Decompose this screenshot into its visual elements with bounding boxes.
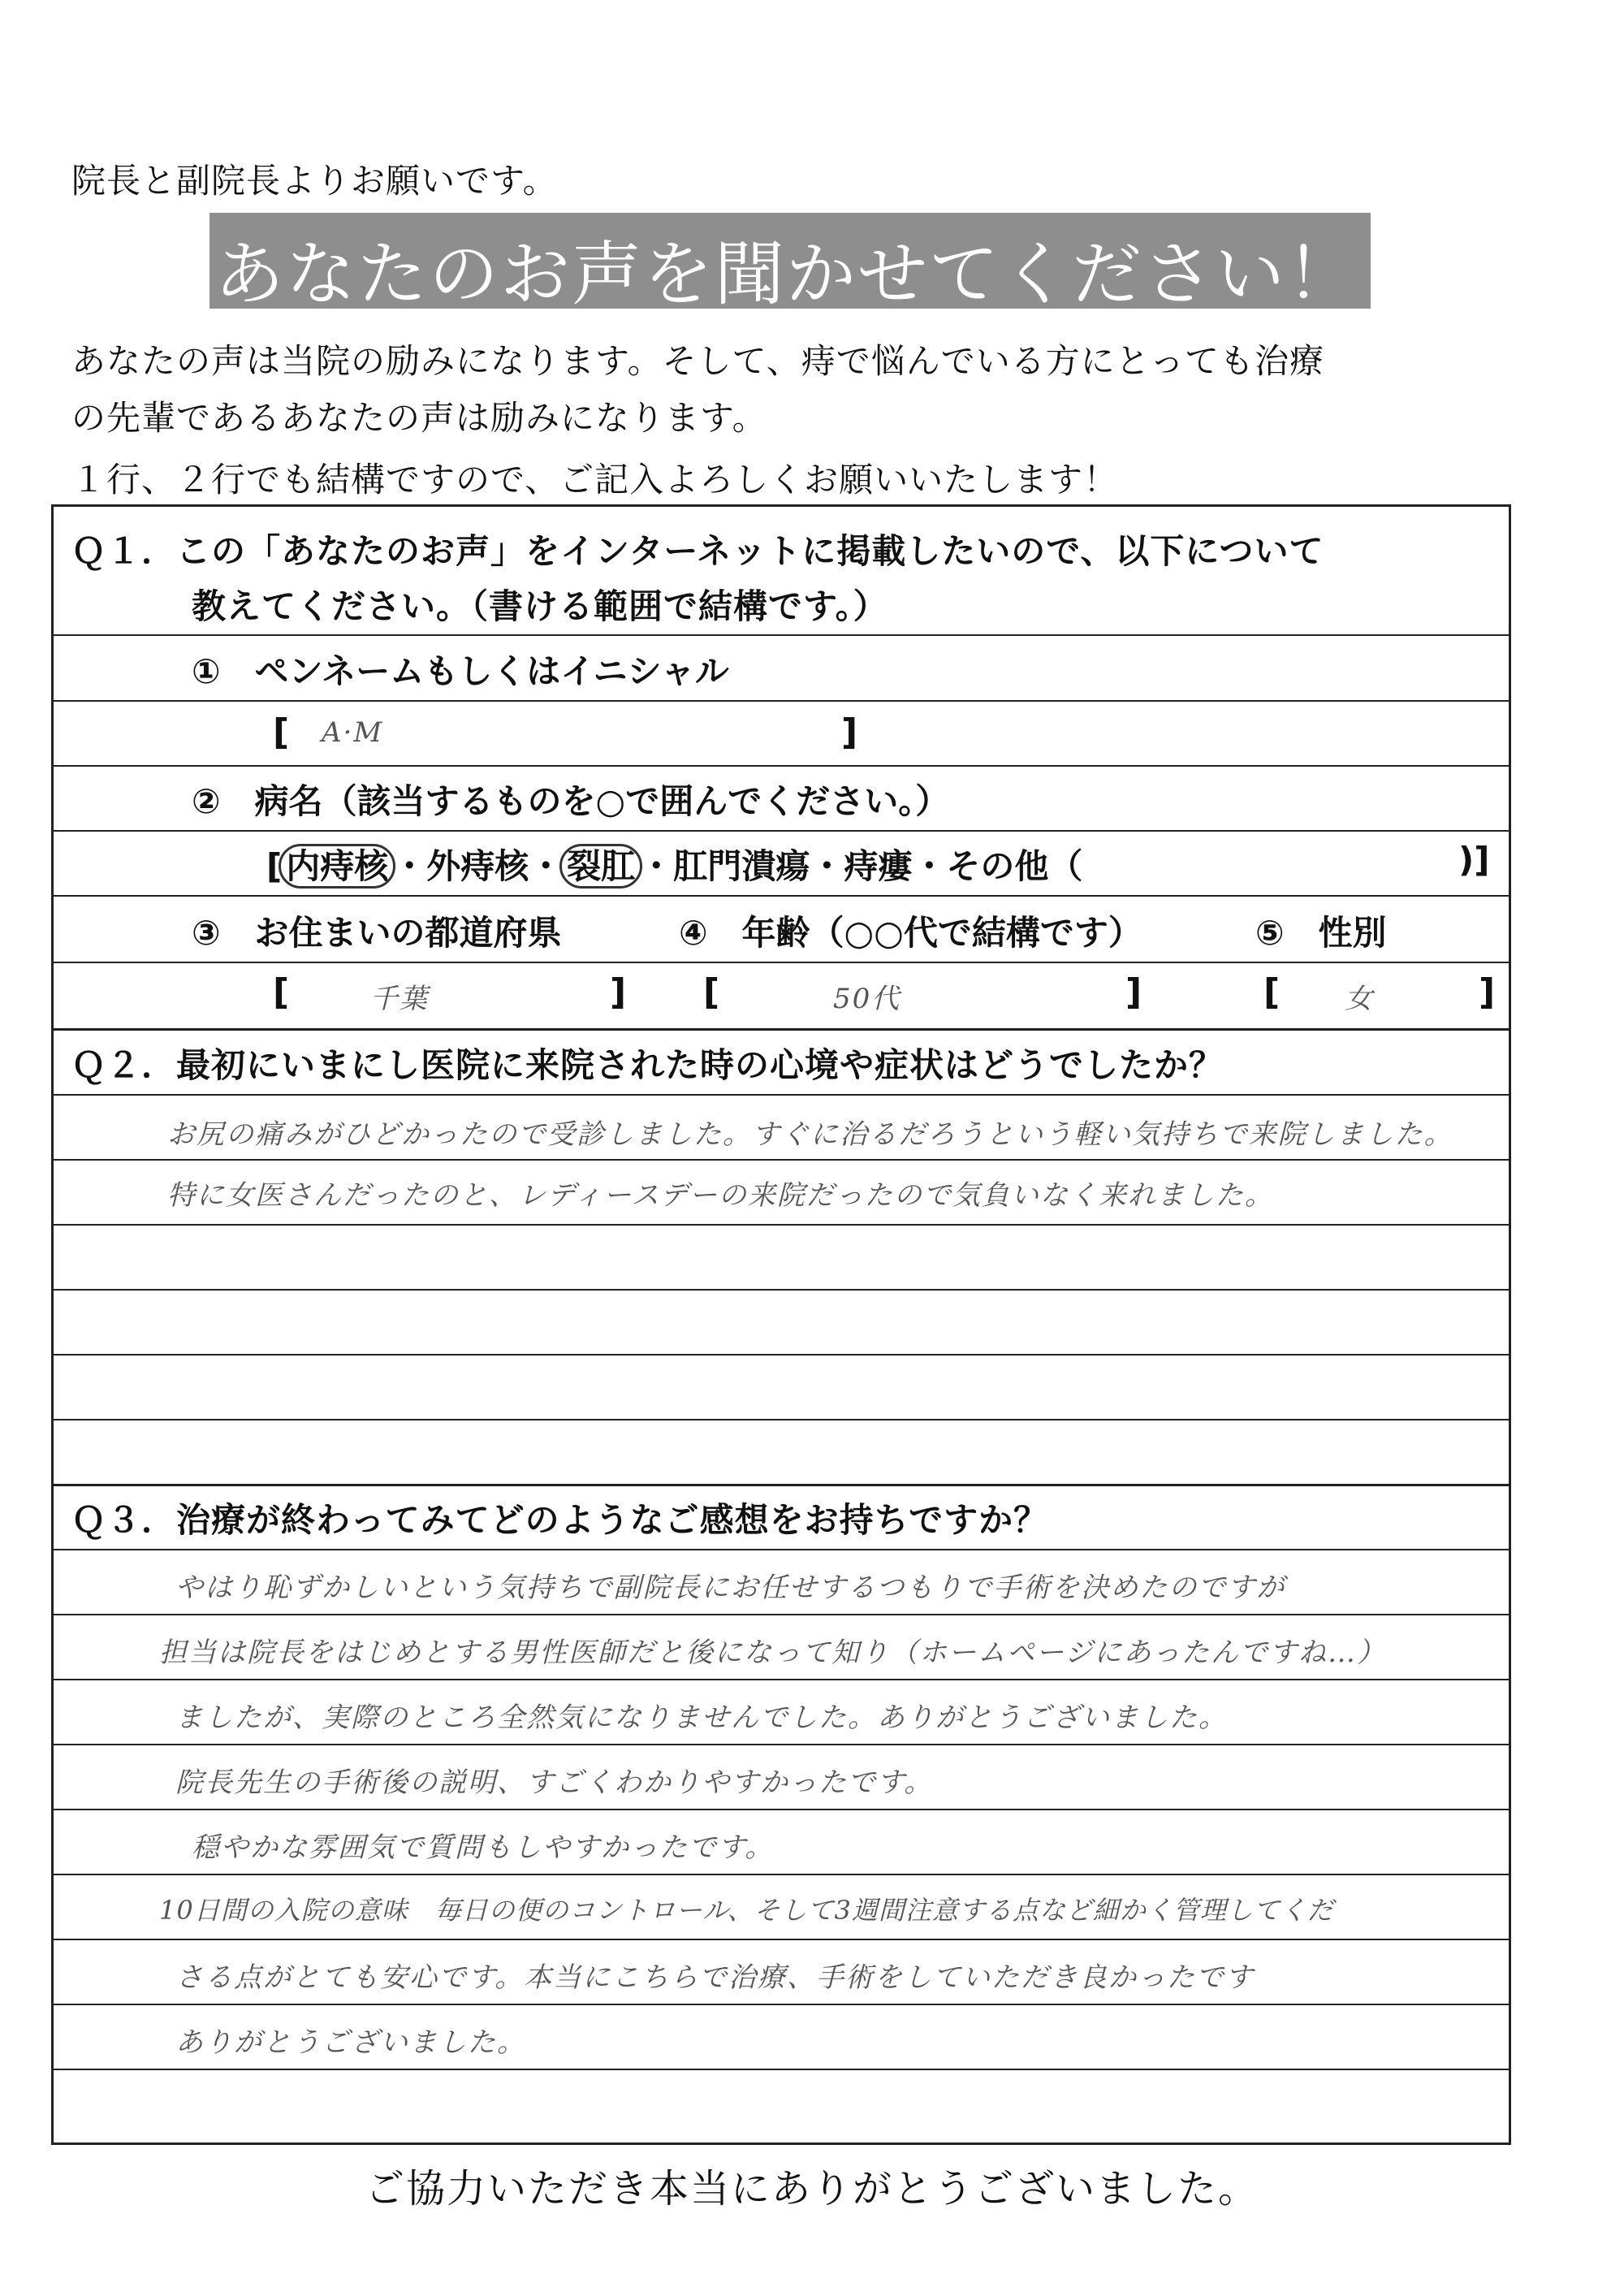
divider	[54, 1354, 1509, 1356]
request-heading: 院長と副院長よりお願いです。	[71, 161, 558, 201]
divider	[54, 895, 1509, 897]
bracket-open: [	[273, 711, 290, 753]
divider	[54, 1939, 1509, 1940]
bracket-close: ]	[841, 711, 858, 753]
penname-value[interactable]: A·M	[322, 716, 384, 749]
age-value[interactable]: 50代	[833, 983, 901, 1015]
item5-label: ⑤ 性別	[1255, 913, 1387, 953]
section-divider	[54, 1028, 1509, 1031]
divider	[54, 1744, 1509, 1745]
q3-answer-line[interactable]: 院長先生の手術後の説明、すごくわかりやすかったです。	[175, 1766, 934, 1799]
divider	[54, 2004, 1509, 2005]
gender-value[interactable]: 女	[1345, 983, 1374, 1015]
q2-answer-line[interactable]: お尻の痛みがひどかったので受診しました。すぐに治るだろうという軽い気持ちで来院しました。	[167, 1118, 1453, 1151]
disease-option[interactable]: その他（	[946, 846, 1083, 886]
divider	[54, 1289, 1509, 1291]
intro-line-3: １行、２行でも結構ですので、ご記入よろしくお願いいたします！	[71, 460, 1119, 499]
divider	[54, 830, 1509, 832]
divider	[54, 2069, 1509, 2070]
section-divider	[54, 1484, 1509, 1486]
title-banner	[209, 213, 1371, 315]
item2-label: ② 病名（該当するものを○で囲んでください。）	[192, 781, 950, 821]
divider	[54, 1809, 1509, 1810]
divider	[54, 1614, 1509, 1615]
divider	[54, 1159, 1509, 1161]
questionnaire-form: Ｑ１．この「あなたのお声」をインターネットに掲載したいので、以下について 教えてください。（書ける範囲で結構です。） ① ペンネームもしくはイニシャル [ A·M ] ② 病名（該当するものを○で囲んでください。） [ 内痔核 ・外痔核・ 裂肛 ・肛門潰瘍・痔瘻・その他（ )] ③ お住まいの都道府県 ④ 年齢（○○代で結構です） ⑤ 性別 [ 千葉 ] [ 50代 ] [ 女 ] Ｑ２．最初にいまにし医院に来院された時の心境や症状はどうでしたか？ お尻の痛みがひどかったので受診しました。すぐに治るだろうという軽い気持ちで来院しました。 特に女医さんだったのと、レディースデーの来院だったので気負いなく来れました。 Ｑ３．治療が終わってみてどのようなご感想をお持ちですか？ やはり恥ずかしいという気持ちで副院長にお任せするつもりで手術を決めたのですが 担当は院長をはじめとする男性医師だと後になって知り（ホームページにあったんですね…） ましたが、実際のところ全然気になりませんでした。ありがとうございました。 院長先生の手術後の説明、すごくわかりやすかったです。 穏やかな雰囲気で質問もしやすかったです。 10日間の入院の意味 毎日の便のコントロール、そして3週間注意する点など細かく管理してくだ さる点がとても安心です。本当にこちらで治療、手術をしていただき良かったです ありがとうございました。	[51, 504, 1511, 2145]
q3-answer-line[interactable]: 10日間の入院の意味 毎日の便のコントロール、そして3週間注意する点など細かく管理してくだ	[159, 1895, 1334, 1926]
q3-answer-line[interactable]: ありがとうございました。	[175, 2026, 526, 2059]
disease-option[interactable]: 痔瘻	[844, 846, 913, 886]
q3-answer-line[interactable]: 穏やかな雰囲気で質問もしやすかったです。	[192, 1831, 775, 1864]
divider	[54, 1094, 1509, 1096]
banner-title: あなたのお声を聞かせてください！	[214, 234, 1358, 315]
disease-option-circled[interactable]: 裂肛	[559, 844, 642, 889]
divider	[54, 1224, 1509, 1226]
divider	[54, 1874, 1509, 1875]
q3-title: Ｑ３．治療が終わってみてどのようなご感想をお持ちですか？	[71, 1500, 1049, 1540]
prefecture-value[interactable]: 千葉	[370, 983, 429, 1015]
q2-title: Ｑ２．最初にいまにし医院に来院された時の心境や症状はどうでしたか？	[71, 1045, 1224, 1085]
disease-other-close: )]	[1458, 840, 1490, 880]
divider	[54, 1419, 1509, 1420]
q3-answer-line[interactable]: やはり恥ずかしいという気持ちで副院長にお任せするつもりで手術を決めたのですが	[175, 1572, 1286, 1604]
disease-options: [ 内痔核 ・外痔核・ 裂肛 ・肛門潰瘍・痔瘻・その他（	[266, 840, 1082, 889]
divider	[54, 1679, 1509, 1680]
q3-answer-line[interactable]: 担当は院長をはじめとする男性医師だと後になって知り（ホームページにあったんですね…）	[159, 1637, 1386, 1669]
disease-option[interactable]: 外痔核	[426, 846, 529, 886]
divider	[54, 700, 1509, 702]
q3-answer-line[interactable]: さる点がとても安心です。本当にこちらで治療、手術をしていただき良かったです	[175, 1961, 1255, 1994]
item3-label: ③ お住まいの都道府県	[192, 913, 562, 953]
divider	[54, 765, 1509, 767]
intro-line-1: あなたの声は当院の励みになります。そして、痔で悩んでいる方にとっても治療	[71, 341, 1324, 381]
item4-label: ④ 年齢（○○代で結構です）	[679, 913, 1142, 953]
q1-title-line1: Ｑ１．この「あなたのお声」をインターネットに掲載したいので、以下について	[71, 531, 1324, 571]
q3-answer-line[interactable]: ましたが、実際のところ全然気になりませんでした。ありがとうございました。	[175, 1701, 1228, 1734]
divider	[54, 634, 1509, 636]
divider	[54, 962, 1509, 963]
item1-label: ① ペンネームもしくはイニシャル	[192, 651, 729, 691]
disease-option-circled[interactable]: 内痔核	[279, 844, 395, 889]
divider	[54, 1549, 1509, 1550]
intro-line-2: の先輩であるあなたの声は励みになります。	[71, 398, 767, 438]
thank-you-footer: ご協力いただき本当にありがとうございました。	[365, 2166, 1259, 2212]
q1-title-line2: 教えてください。（書ける範囲で結構です。）	[192, 586, 888, 626]
disease-option[interactable]: 肛門潰瘍	[673, 846, 810, 886]
q2-answer-line[interactable]: 特に女医さんだったのと、レディースデーの来院だったので気負いなく来れました。	[167, 1179, 1274, 1212]
